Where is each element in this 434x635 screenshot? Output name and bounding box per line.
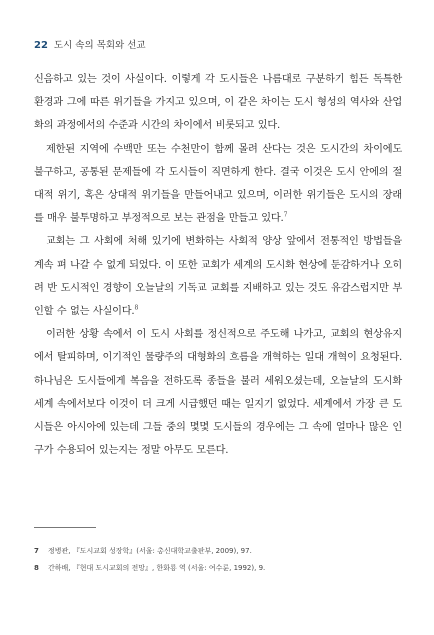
footnote-8 — [34, 560, 402, 577]
footnote-reference-7[interactable]: 7 — [283, 211, 288, 219]
paragraph-text: 이러한 상황 속에서 이 도시 사회를 정신적으로 주도해 나가고, 교회의 현상유지에서 탈피하며, 이기적인 물량주의 대형화의 흐름을 개혁하는 일대 개혁이 요청된다. 하나님은 도시들에게 복음을 전하도록 종들을 불러 세워오셨는데, 오늘날의 도시화 세계 속에서보다 이것이 더 크게 시급했던 때는 일지기 없었다. 세계에서 가장 큰 도시들은 아시아에 있는데 그들 중의 몇몇 도시들의 경우에는 그 속에 얼마나 많은 인구가 수용되어 있는지는 정말 아무도 모른다. — [34, 329, 402, 457]
footnote-number: 7 — [34, 547, 39, 555]
paragraph-4 — [34, 323, 402, 462]
paragraph-text: 신음하고 있는 것이 사실이다. 이렇게 각 도시들은 나름대로 구분하기 힘든 독특한 환경과 그에 따른 위기들을 가지고 있으며, 이 같은 차이는 도시 형성의 역사와 산업화의 과정에서의 수준과 시간의 차이에서 비롯되고 있다. — [34, 74, 402, 132]
footnote-divider — [34, 527, 96, 528]
paragraph-text: 제한된 지역에 수백만 또는 수천만이 함께 몰려 산다는 것은 도시간의 차이에도 불구하고, 공통된 문제들에 각 도시들이 직면하게 한다. 결국 이것은 도시 안에의 절대적 위기, 혹은 상대적 위기들을 만들어내고 있으며, 이러한 위기들은 도시의 장래를 매우 불투명하고 부정적으로 보는 관점을 만들고 있다. — [34, 143, 402, 225]
paragraph-3 — [34, 230, 402, 323]
footnote-7 — [34, 543, 402, 560]
footnotes — [34, 543, 402, 577]
footnote-text: 간하배, 『현대 도시교회의 전망』, 한화룡 역 (서울: 여수룬, 1992), 9. — [48, 564, 266, 572]
page-header — [34, 37, 146, 51]
running-title: 도시 속의 목회와 선교 — [53, 40, 146, 51]
body-text — [34, 68, 402, 462]
paragraph-text: 교회는 그 사회에 처해 있기에 변화하는 사회적 양상 앞에서 전통적인 방법들을 계속 펴 나갈 수 없게 되었다. 이 또한 교회가 세계의 도시화 현상에 둔감하거나 오히려 반 도시적인 경향이 오늘날의 기독교 교회를 지배하고 있는 것도 유감스럽지만 부인할 수 없는 사실이다. — [34, 236, 402, 318]
footnote-number: 8 — [34, 564, 39, 572]
page-number: 22 — [34, 40, 48, 51]
paragraph-2 — [34, 138, 402, 231]
paragraph-1 — [34, 68, 402, 138]
footnote-text: 정병관, 『도시교회 성장학』(서울: 총신대학교출판부, 2009), 97. — [48, 547, 252, 555]
footnote-reference-8[interactable]: 8 — [134, 304, 139, 312]
